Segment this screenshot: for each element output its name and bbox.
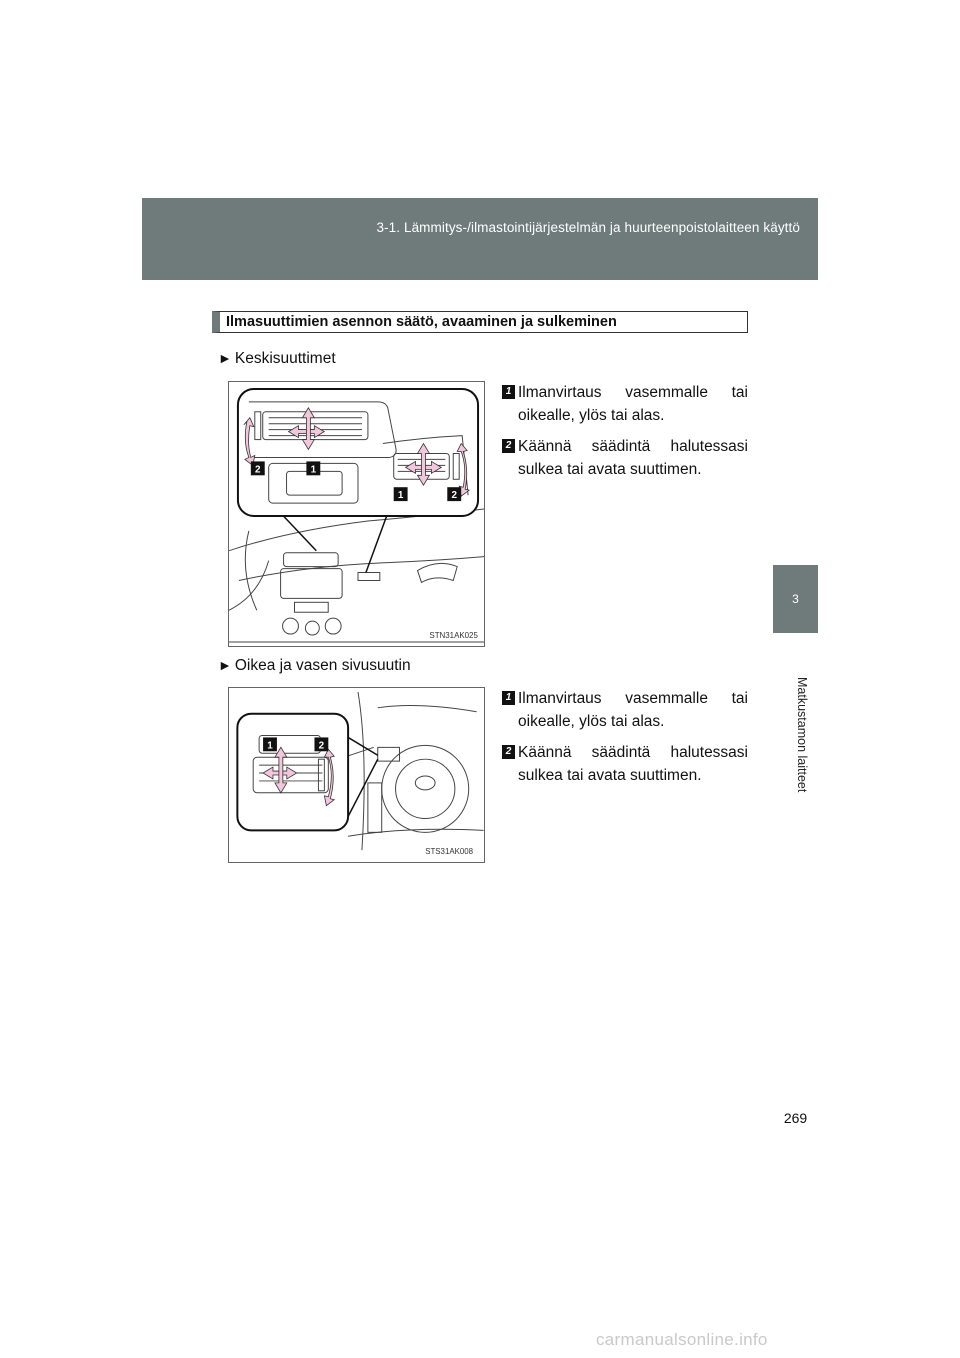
number-marker: 1 <box>502 691 515 705</box>
chapter-tab <box>773 565 818 633</box>
section-title: Ilmasuuttimien asennon säätö, avaaminen ja sulkeminen <box>212 311 748 333</box>
figure-center-vents <box>228 381 485 647</box>
bullet-heading-side-vents <box>218 657 411 675</box>
marker-2: 2 <box>255 464 261 476</box>
chapter-header-band <box>142 198 818 280</box>
figure-code: STN31AK025 <box>429 631 478 641</box>
chapter-title: 3-1. Lämmitys-/ilmastointijärjestelmän ja huurteenpoistolaitteen käyttö <box>376 220 800 235</box>
description-item: 2 Käännä säädintä halutessasi sulkea tai avata suuttimen. <box>502 741 748 787</box>
figure-side-vents <box>228 687 485 863</box>
bullet-heading-center-vents <box>218 350 336 368</box>
description-item: 1 Ilmanvirtaus vasemmalle tai oikealle, ylös tai alas. <box>502 687 748 733</box>
marker-2: 2 <box>318 740 325 752</box>
watermark: carmanualsonline.info <box>596 1330 768 1349</box>
description-item: 2 Käännä säädintä halutessasi sulkea tai avata suuttimen. <box>502 435 748 481</box>
bullet-triangle-icon: ► <box>218 350 232 366</box>
number-marker: 2 <box>502 439 515 453</box>
figure-code: STS31AK008 <box>425 847 474 857</box>
marker-1: 1 <box>310 464 317 476</box>
marker-2: 2 <box>451 490 457 502</box>
page-number: 269 <box>783 1110 808 1126</box>
marker-1: 1 <box>397 490 404 502</box>
chapter-number: 3 <box>792 592 799 606</box>
chapter-side-label: Matkustamon laitteet <box>795 677 809 793</box>
bullet-triangle-icon: ► <box>218 657 232 673</box>
number-marker: 2 <box>502 745 515 759</box>
description-item: 1 Ilmanvirtaus vasemmalle tai oikealle, ylös tai alas. <box>502 381 748 427</box>
marker-1: 1 <box>267 740 273 752</box>
number-marker: 1 <box>502 385 515 399</box>
description-center-vents <box>502 381 748 489</box>
heading-text: Keskisuuttimet <box>234 350 336 367</box>
heading-text: Oikea ja vasen sivusuutin <box>234 657 411 674</box>
description-side-vents <box>502 687 748 795</box>
